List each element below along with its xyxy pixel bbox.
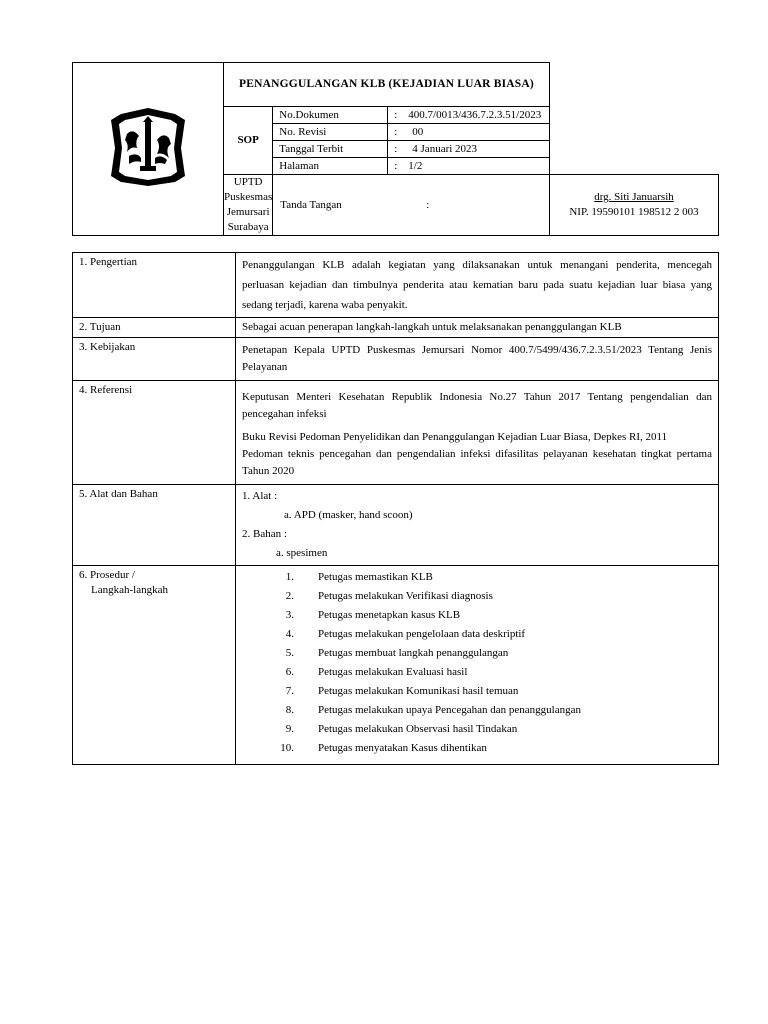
text-pengertian: Penanggulangan KLB adalah kegiatan yang dilaksanakan untuk menangani penderita, mencegah perluasan kejadian dan timbulnya penderita atau kematian baru pada suatu kejadian luar biasa yang sedang terjadi, karena waba penyakit. [236, 253, 719, 318]
step-item [268, 568, 712, 587]
step-number: 5. [285, 646, 294, 659]
step-item [268, 701, 712, 720]
doctor-name: drg. Siti Januarsih [594, 191, 674, 204]
label-kebijakan: 3. Kebijakan [73, 337, 236, 380]
referensi-item: Keputusan Menteri Kesehatan Republik Indonesia No.27 Tahun 2017 Tentang pengendalian dan pencegahan infeksi [242, 390, 712, 420]
referensi-item: Pedoman teknis pencegahan dan pengendalian infeksi difasilitas pelayanan kesehatan tingkat pertama Tahun 2020 [242, 447, 712, 477]
logo-cell [73, 63, 224, 236]
meta-value-text: 00 [412, 125, 424, 138]
step-text: Petugas melakukan pengelolaan data deskriptif [318, 627, 526, 640]
step-number: 2. [285, 589, 294, 602]
step-item [268, 739, 712, 758]
step-text: Petugas membuat langkah penanggulangan [318, 646, 509, 659]
steps-list [242, 568, 712, 758]
meta-value-tanggal-terbit: : 4 Januari 2023 [388, 141, 550, 158]
meta-label-tanggal-terbit: Tanggal Terbit [273, 141, 388, 158]
signature-colon: : [426, 198, 430, 211]
step-number: 7. [285, 684, 294, 697]
meta-value-no-dokumen: : 400.7/0013/436.7.2.3.51/2023 [388, 107, 550, 124]
row-pengertian [73, 253, 719, 318]
meta-value-halaman: : 1/2 [388, 158, 550, 175]
step-item [268, 663, 712, 682]
sop-header-table [72, 62, 719, 236]
step-text: Petugas melakukan Evaluasi hasil [318, 665, 468, 678]
step-number: 10. [280, 741, 294, 754]
step-text: Petugas melakukan upaya Pencegahan dan penanggulangan [318, 703, 581, 716]
meta-label-no-revisi: No. Revisi [273, 124, 388, 141]
step-text: Petugas memastikan KLB [318, 570, 433, 583]
bahan-heading: 2. Bahan : [242, 527, 287, 540]
meta-value-no-revisi: : 00 [388, 124, 550, 141]
step-item [268, 682, 712, 701]
document-title: PENANGGULANGAN KLB (KEJADIAN LUAR BIASA) [224, 63, 550, 107]
step-number: 3. [285, 608, 294, 621]
signature-cell [273, 175, 550, 236]
step-item [268, 625, 712, 644]
step-number: 4. [285, 627, 294, 640]
step-text: Petugas menyatakan Kasus dihentikan [318, 741, 487, 754]
step-item [268, 587, 712, 606]
meta-value-text: 4 Januari 2023 [412, 142, 478, 155]
meta-label-halaman: Halaman [273, 158, 388, 175]
text-kebijakan: Penetapan Kepala UPTD Puskesmas Jemursari Nomor 400.7/5499/436.7.2.3.51/2023 Tentang Jenis Pelayanan [236, 337, 719, 380]
signature-label: Tanda Tangan [280, 198, 342, 211]
label-prosedur-line1: 6. Prosedur / [79, 568, 135, 581]
label-pengertian: 1. Pengertian [73, 253, 236, 318]
org-line-uptd: UPTD [233, 176, 263, 189]
step-number: 1. [285, 570, 294, 583]
step-text: Petugas melakukan Observasi hasil Tindakan [318, 722, 518, 735]
alat-bahan-content [236, 484, 719, 565]
surabaya-emblem-logo [107, 104, 189, 190]
bahan-item: a. spesimen [276, 546, 328, 559]
alat-item: a. APD (masker, hand scoon) [284, 508, 413, 521]
meta-label-no-dokumen: No.Dokumen [273, 107, 388, 124]
alat-heading: 1. Alat : [242, 489, 278, 502]
step-text: Petugas melakukan Komunikasi hasil temuan [318, 684, 519, 697]
label-referensi: 4. Referensi [73, 380, 236, 484]
label-tujuan: 2. Tujuan [73, 318, 236, 338]
referensi-item: Buku Revisi Pedoman Penyelidikan dan Penanggulangan Kejadian Luar Biasa, Depkes RI, 2011 [242, 430, 668, 443]
row-kebijakan [73, 337, 719, 380]
step-number: 9. [285, 722, 294, 735]
meta-value-text: 400.7/0013/436.7.2.3.51/2023 [408, 108, 542, 121]
prosedur-steps [236, 565, 719, 764]
step-number: 8. [285, 703, 294, 716]
label-prosedur [73, 565, 236, 764]
step-text: Petugas menetapkan kasus KLB [318, 608, 461, 621]
row-prosedur [73, 565, 719, 764]
row-referensi [73, 380, 719, 484]
doctor-cell [550, 175, 719, 236]
step-item [268, 644, 712, 663]
org-line-city: Surabaya [227, 220, 269, 233]
text-tujuan: Sebagai acuan penerapan langkah-langkah untuk melaksanakan penanggulangan KLB [236, 318, 719, 338]
step-text: Petugas melakukan Verifikasi diagnosis [318, 589, 493, 602]
doctor-nip: NIP. 19590101 198512 2 003 [569, 206, 699, 218]
step-item [268, 720, 712, 739]
sop-content-table [72, 252, 719, 765]
step-number: 6. [285, 665, 294, 678]
row-tujuan [73, 318, 719, 338]
referensi-list [236, 380, 719, 484]
label-prosedur-line2: Langkah-langkah [91, 583, 168, 596]
organization-cell [224, 175, 273, 236]
label-alat-bahan: 5. Alat dan Bahan [73, 484, 236, 565]
org-line-puskesmas: Puskesmas Jemursari [224, 191, 273, 218]
meta-value-text: 1/2 [408, 159, 423, 172]
sop-label: SOP [224, 107, 273, 175]
step-item [268, 606, 712, 625]
row-alat-bahan [73, 484, 719, 565]
